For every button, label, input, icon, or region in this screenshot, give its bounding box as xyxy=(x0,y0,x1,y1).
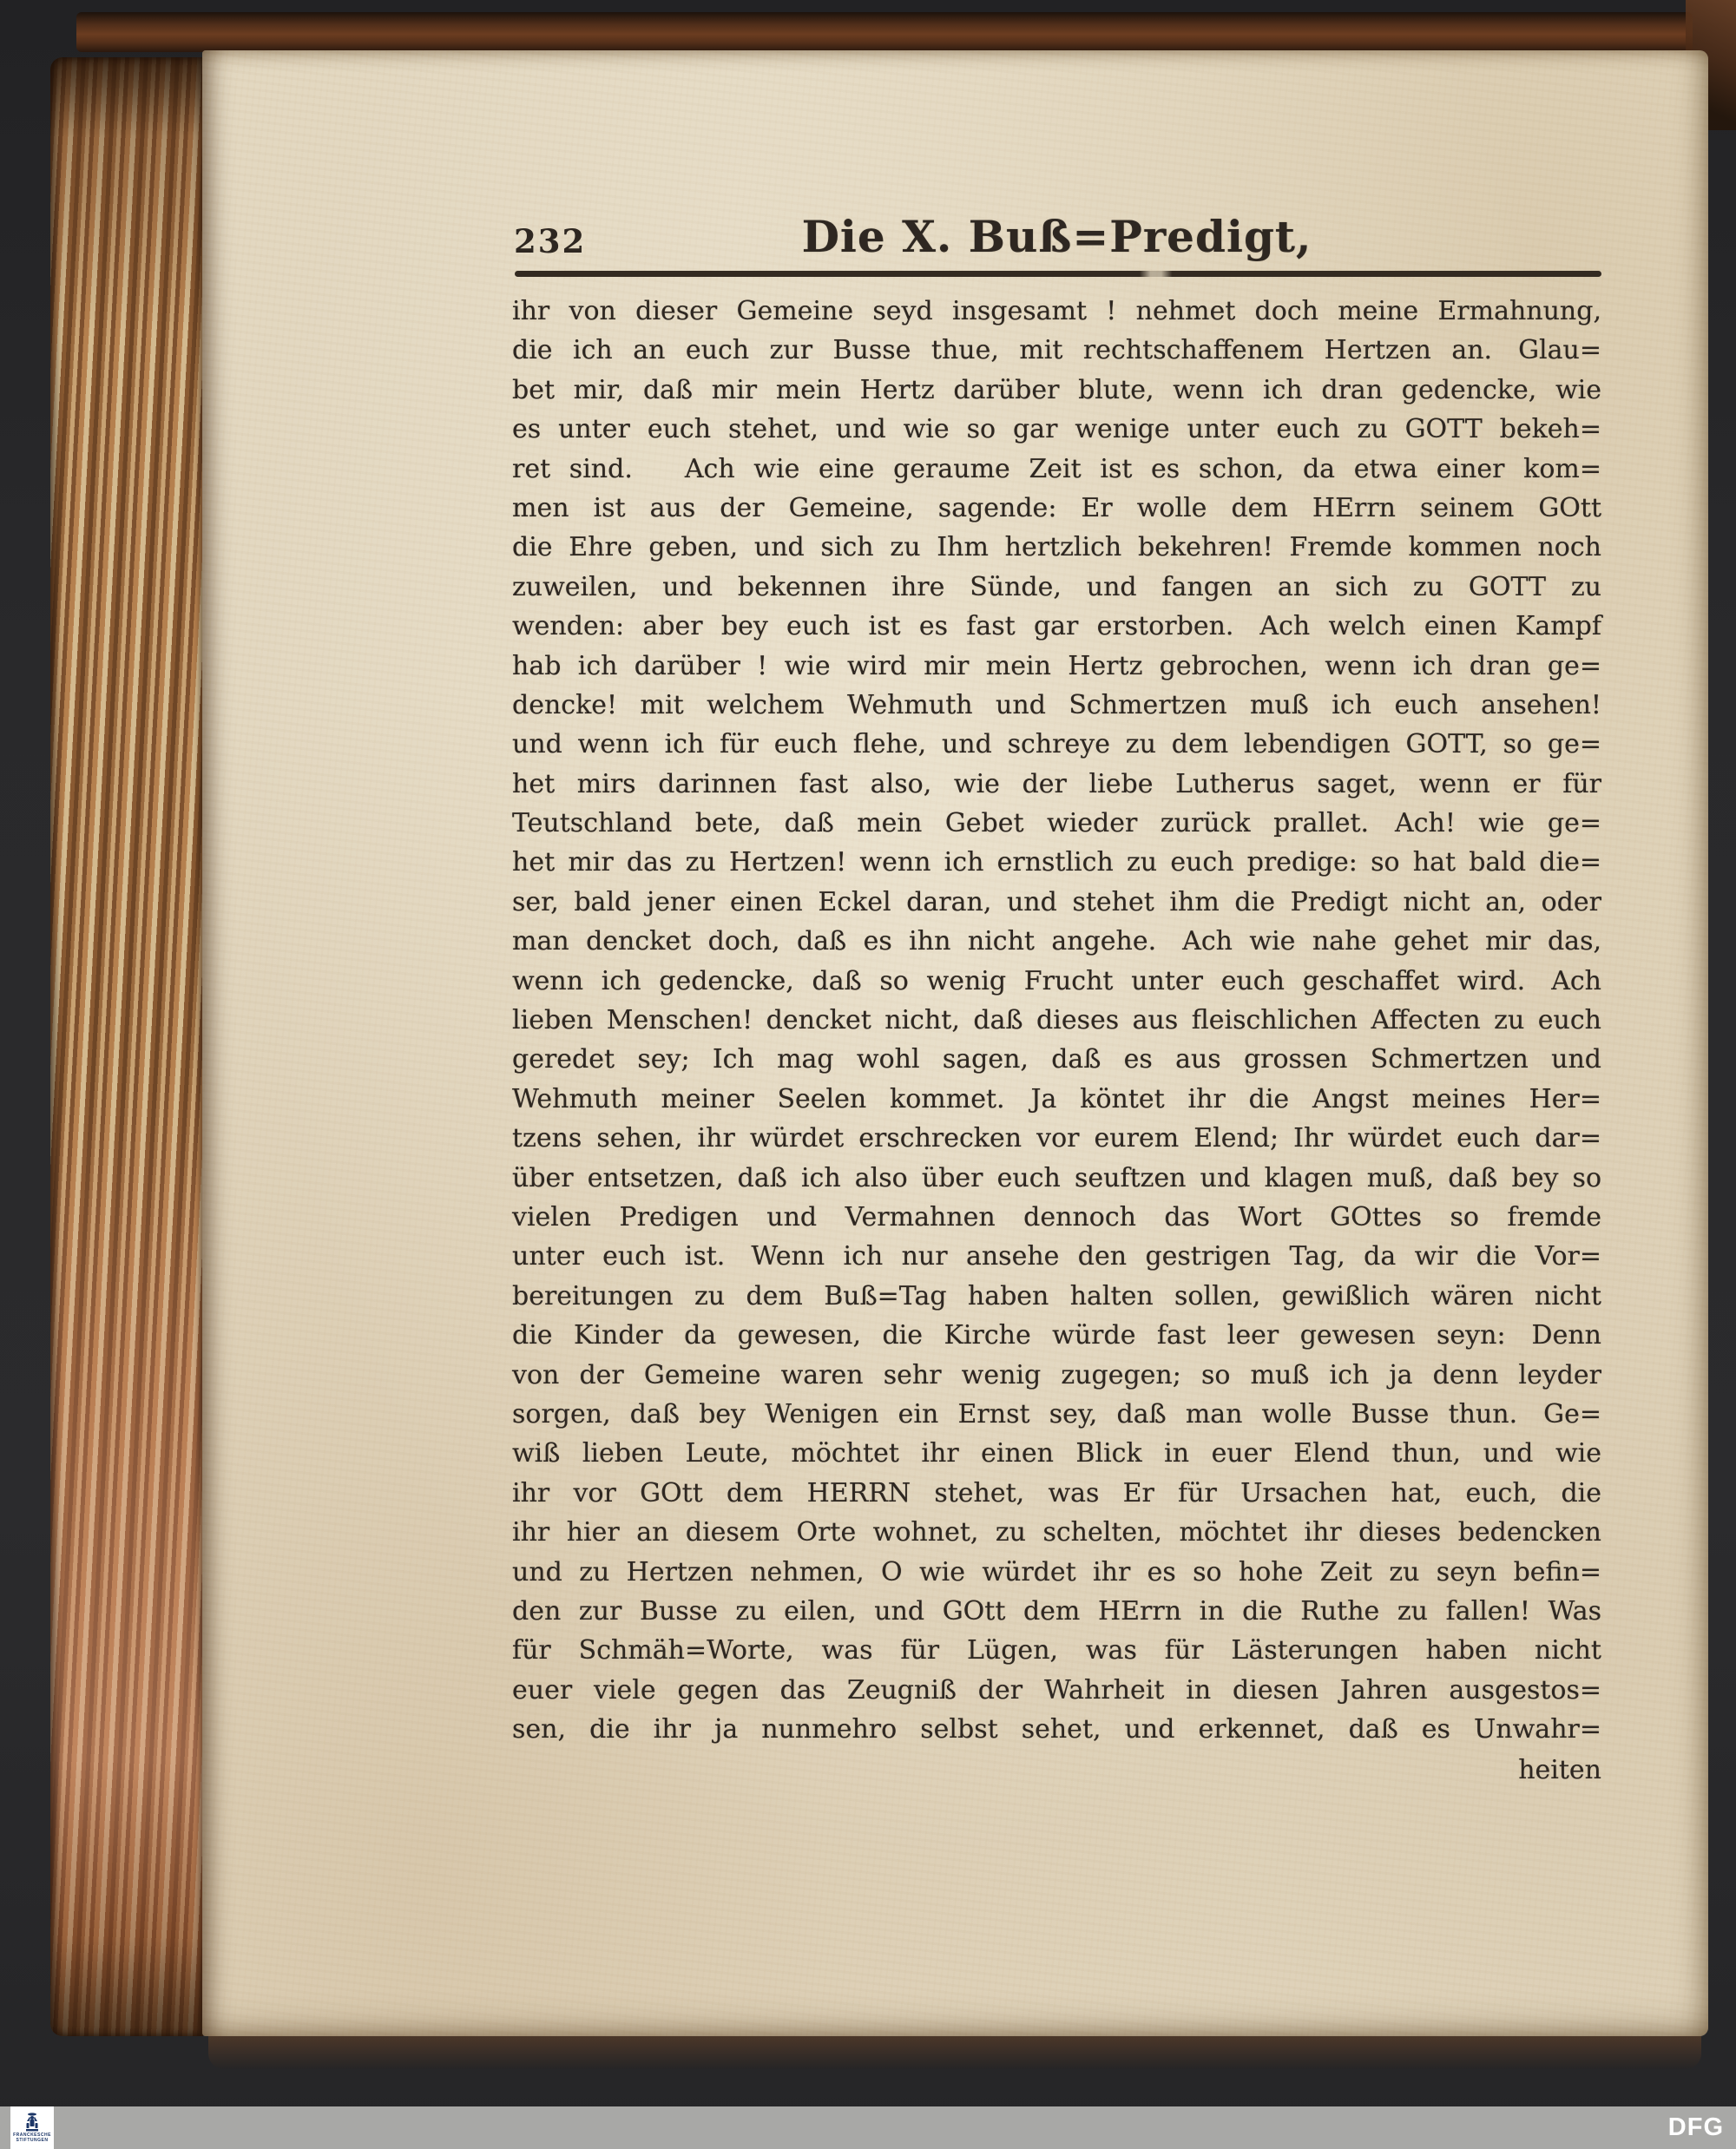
text-line: wenden: aber bey euch ist es fast gar erstorben. Ach welch einen Kampf xyxy=(512,611,1601,642)
text-line: die Ehre geben, und sich zu Ihm hertzlich bekehren! Fremde kommen noch xyxy=(512,532,1601,563)
text-line: sen, die ihr ja nunmehro selbst sehet, und erkennet, daß es Unwahr= xyxy=(512,1714,1601,1745)
text-line: dencke! mit welchem Wehmuth und Schmertzen muß ich euch ansehen! xyxy=(512,689,1601,720)
text-line: ihr vor GOtt dem HERRN stehet, was Er für Ursachen hat, euch, die xyxy=(512,1477,1601,1508)
text-line: euer viele gegen das Zeugniß der Wahrheit in diesen Jahren ausgestos= xyxy=(512,1674,1601,1705)
text-line: den zur Busse zu eilen, und GOtt dem HErrn in die Ruthe zu fallen! Was xyxy=(512,1595,1601,1627)
book-page-edges xyxy=(50,57,203,2036)
text-line: tzens sehen, ihr würdet erschrecken vor eurem Elend; Ihr würdet euch dar= xyxy=(512,1123,1601,1154)
text-line: die Kinder da gewesen, die Kirche würde fast leer gewesen seyn: Denn xyxy=(512,1320,1601,1351)
text-line: man dencket doch, daß es ihn nicht angehe. Ach wie nahe gehet mir das, xyxy=(512,926,1601,957)
text-line: wenn ich gedencke, daß so wenig Frucht unter euch geschaffet wird. Ach xyxy=(512,965,1601,996)
text-line: Teutschland bete, daß mein Gebet wieder zurück prallet. Ach! wie ge= xyxy=(512,808,1601,839)
page-number: 232 xyxy=(514,222,587,260)
page-header xyxy=(512,212,1601,262)
book-top-edge xyxy=(76,12,1693,52)
catchword: heiten xyxy=(1518,1755,1601,1785)
text-line: het mir das zu Hertzen! wenn ich ernstlich zu euch predige: so hat bald die= xyxy=(512,847,1601,878)
text-line: und wenn ich für euch flehe, und schreye zu dem lebendigen GOTT, so ge= xyxy=(512,729,1601,760)
text-line: wiß lieben Leute, möchtet ihr einen Blick in euer Elend thun, und wie xyxy=(512,1438,1601,1469)
text-line: bereitungen zu dem Buß=Tag haben halten sollen, gewißlich wären nicht xyxy=(512,1280,1601,1311)
book-bottom-edge xyxy=(208,2036,1701,2069)
text-line: men ist aus der Gemeine, sagende: Er wolle dem HErrn seinem GOtt xyxy=(512,492,1601,523)
dfg-logo: DFG xyxy=(1667,2113,1724,2141)
text-line: es unter euch stehet, und wie so gar wenige unter euch zu GOTT bekeh= xyxy=(512,414,1601,445)
text-line: Wehmuth meiner Seelen kommet. Ja köntet ihr die Angst meines Her= xyxy=(512,1083,1601,1114)
book-page xyxy=(202,50,1708,2036)
library-stamp xyxy=(10,2106,54,2149)
text-line: hab ich darüber ! wie wird mir mein Hertz gebrochen, wenn ich dran ge= xyxy=(512,650,1601,681)
text-line: von der Gemeine waren sehr wenig zugegen; so muß ich ja denn leyder xyxy=(512,1359,1601,1390)
text-line: ret sind. Ach wie eine geraume Zeit ist es schon, da etwa einer kom= xyxy=(512,453,1601,484)
text-line: ihr hier an diesem Orte wohnet, zu schelten, möchtet ihr dieses bedencken xyxy=(512,1517,1601,1548)
stamp-line1: FRANCKESCHE xyxy=(13,2133,51,2138)
body-text xyxy=(512,292,1601,1749)
stamp-line2: STIFTUNGEN xyxy=(16,2138,49,2143)
scan-footer-bar xyxy=(0,2106,1736,2149)
text-line: ser, bald jener einen Eckel daran, und stehet ihm die Predigt nicht an, oder xyxy=(512,886,1601,917)
header-rule xyxy=(515,271,1601,277)
text-line: lieben Menschen! dencket nicht, daß dieses aus fleischlichen Affecten zu euch xyxy=(512,1005,1601,1036)
text-line: zuweilen, und bekennen ihre Sünde, und fangen an sich zu GOTT zu xyxy=(512,571,1601,602)
franckesche-stiftungen-icon xyxy=(25,2113,39,2132)
text-line: sorgen, daß bey Wenigen ein Ernst sey, daß man wolle Busse thun. Ge= xyxy=(512,1398,1601,1429)
text-line: vielen Predigen und Vermahnen dennoch das Wort GOttes so fremde xyxy=(512,1201,1601,1232)
text-line: het mirs darinnen fast also, wie der liebe Lutherus saget, wenn er für xyxy=(512,768,1601,799)
text-line: über entsetzen, daß ich also über euch seuftzen und klagen muß, daß bey so xyxy=(512,1162,1601,1193)
text-line: und zu Hertzen nehmen, O wie würdet ihr es so hohe Zeit zu seyn befin= xyxy=(512,1556,1601,1587)
running-title: Die X. Buß=Predigt, xyxy=(801,211,1312,262)
text-line: die ich an euch zur Busse thue, mit rechtschaffenem Hertzen an. Glau= xyxy=(512,335,1601,366)
text-line: für Schmäh=Worte, was für Lügen, was für Lästerungen haben nicht xyxy=(512,1635,1601,1666)
text-line: geredet sey; Ich mag wohl sagen, daß es aus grossen Schmertzen und xyxy=(512,1044,1601,1075)
text-line: ihr von dieser Gemeine seyd insgesamt ! nehmet doch meine Ermahnung, xyxy=(512,296,1601,326)
text-line: unter euch ist. Wenn ich nur ansehe den gestrigen Tag, da wir die Vor= xyxy=(512,1241,1601,1272)
text-line: bet mir, daß mir mein Hertz darüber blute, wenn ich dran gedencke, wie xyxy=(512,374,1601,405)
